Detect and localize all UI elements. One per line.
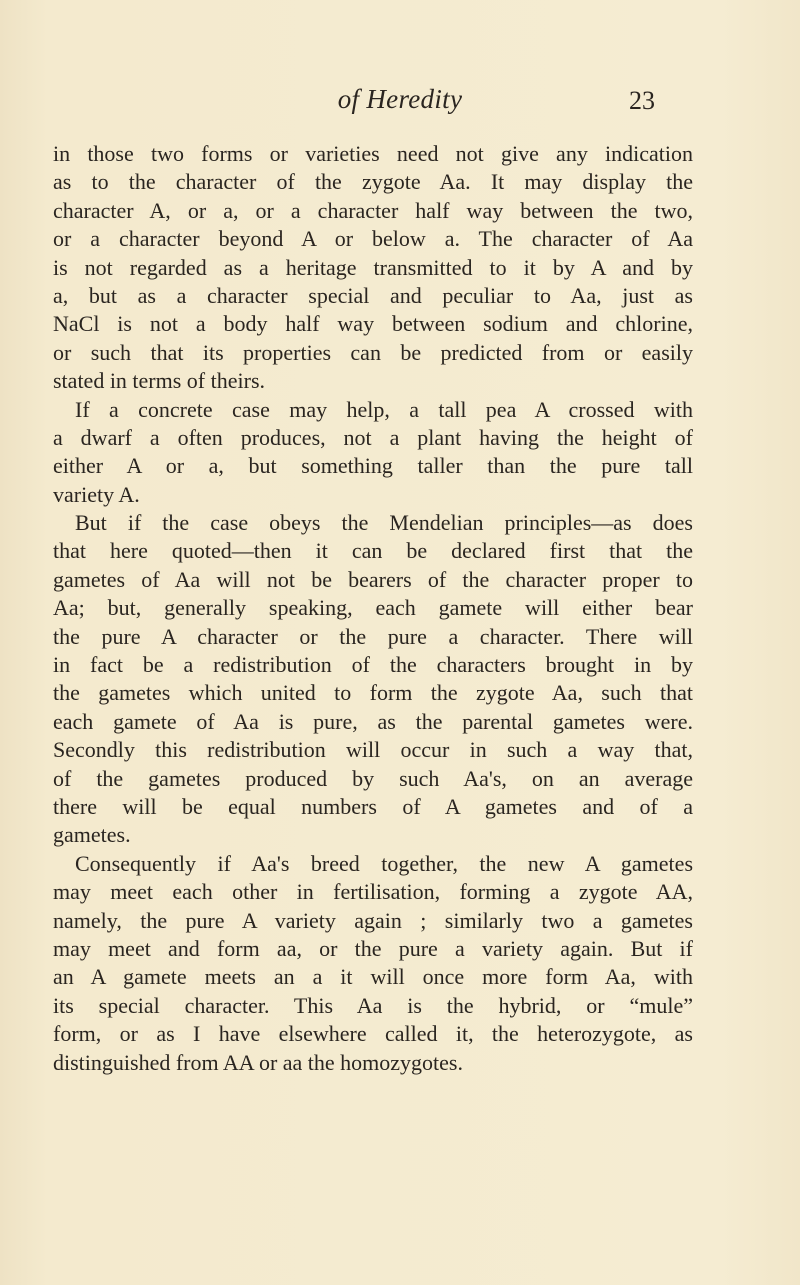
text-line: Aa; but, generally speaking, each gamete will either bear: [53, 595, 693, 621]
text-line: may meet and form aa, or the pure a variety again. But if: [53, 935, 693, 961]
text-line: or such that its properties can be predicted from or easily: [53, 339, 693, 365]
text-line: as to the character of the zygote Aa. It may display the: [53, 169, 693, 195]
running-head: [0, 84, 800, 124]
text-line: stated in terms of theirs.: [53, 368, 266, 394]
text-line: Consequently if Aa's breed together, the new A gametes: [75, 850, 693, 876]
text-line: a, but as a character special and peculiar to Aa, just as: [53, 282, 693, 308]
text-line: a dwarf a often produces, not a plant having the height of: [53, 424, 693, 450]
text-line: namely, the pure A variety again ; similarly two a gametes: [53, 907, 693, 933]
text-line: form, or as I have elsewhere called it, the heterozygote, as: [53, 1021, 693, 1047]
text-line: the gametes which united to form the zygote Aa, such that: [53, 680, 693, 706]
running-title: of Heredity: [337, 84, 463, 114]
text-line: or a character beyond A or below a. The character of Aa: [53, 226, 693, 252]
text-line: is not regarded as a heritage transmitted to it by A and by: [53, 254, 693, 280]
text-line: in those two forms or varieties need not give any indication: [53, 141, 693, 166]
text-line: Secondly this redistribution will occur in such a way that,: [53, 737, 693, 763]
text-line: in fact be a redistribution of the characters brought in by: [53, 652, 693, 678]
text-line: the pure A character or the pure a character. There will: [53, 623, 693, 649]
text-line: either A or a, but something taller than the pure tall: [53, 453, 693, 479]
text-line: If a concrete case may help, a tall pea A crossed with: [75, 396, 693, 422]
text-line: variety A.: [53, 481, 140, 507]
text-line: of the gametes produced by such Aa's, on an average: [53, 765, 693, 791]
text-line: each gamete of Aa is pure, as the parental gametes were.: [53, 708, 693, 734]
text-line: its special character. This Aa is the hybrid, or “mule”: [53, 992, 693, 1018]
text-line: But if the case obeys the Mendelian principles—as does: [75, 510, 693, 536]
text-line: that here quoted—then it can be declared first that the: [53, 538, 693, 564]
page-number: 23: [629, 86, 655, 115]
text-line: distinguished from AA or aa the homozygotes.: [53, 1049, 463, 1075]
text-line: may meet each other in fertilisation, forming a zygote AA,: [53, 879, 693, 905]
text-line: character A, or a, or a character half way between the two,: [53, 197, 693, 223]
body-text: [53, 140, 693, 1077]
text-line: an A gamete meets an a it will once more form Aa, with: [53, 964, 693, 990]
text-line: gametes of Aa will not be bearers of the character proper to: [53, 566, 693, 592]
text-line: gametes.: [53, 822, 131, 848]
text-line: there will be equal numbers of A gametes and of a: [53, 793, 693, 819]
text-line: NaCl is not a body half way between sodium and chlorine,: [53, 311, 693, 337]
